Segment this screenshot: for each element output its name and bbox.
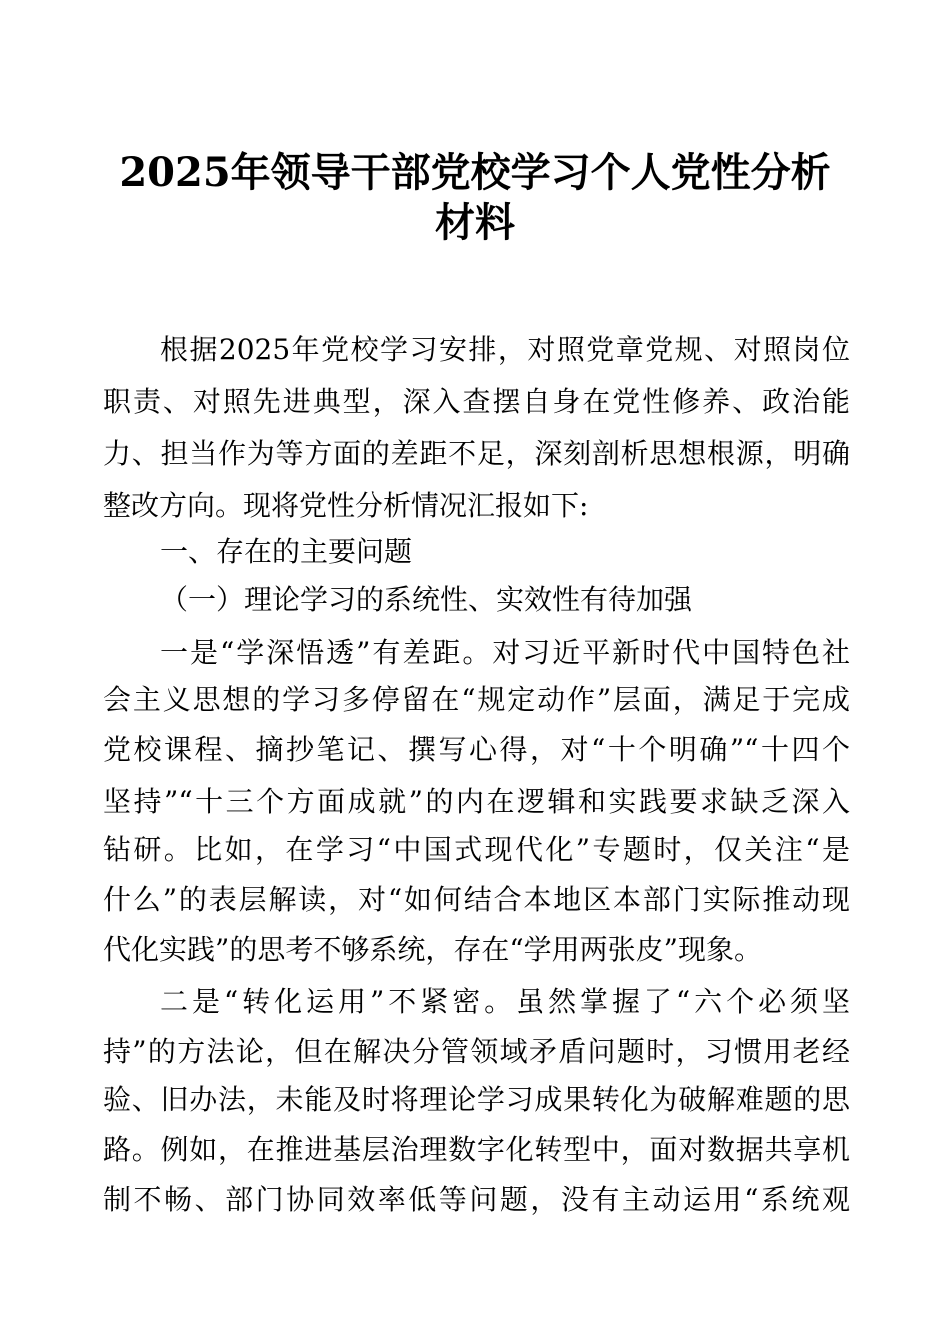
body-line: 职责、对照先进典型，深入查摆自身在党性修养、政治能 (103, 385, 850, 418)
body-line: 整改方向。现将党性分析情况汇报如下: (103, 489, 589, 522)
body-line: 路。例如，在推进基层治理数字化转型中，面对数据共享机 (103, 1133, 850, 1166)
section-heading: 一、存在的主要问题 (160, 535, 413, 568)
body-line: 钻研。比如，在学习“中国式现代化”专题时，仅关注“是 (103, 833, 850, 866)
body-line: 二是“转化运用”不紧密。虽然掌握了“六个必须坚 (160, 985, 850, 1018)
document-title-line-2: 材料 (435, 199, 515, 246)
body-line: 会主义思想的学习多停留在“规定动作”层面，满足于完成 (103, 683, 850, 716)
body-line: 代化实践”的思考不够系统，存在“学用两张皮”现象。 (103, 933, 762, 966)
body-line: 一是“学深悟透”有差距。对习近平新时代中国特色社 (160, 636, 850, 669)
subsection-heading: （一）理论学习的系统性、实效性有待加强 (160, 583, 693, 616)
document-title-line-1: 2025年领导干部党校学习个人党性分析 (119, 149, 831, 196)
body-line: 制不畅、部门协同效率低等问题，没有主动运用“系统观 (103, 1183, 850, 1216)
body-line: 持”的方法论，但在解决分管领域矛盾问题时，习惯用老经 (103, 1035, 850, 1068)
body-line: 坚持”“十三个方面成就”的内在逻辑和实践要求缺乏深入 (103, 785, 850, 818)
body-line: 什么”的表层解读，对“如何结合本地区本部门实际推动现 (103, 883, 850, 916)
body-line: 验、旧办法，未能及时将理论学习成果转化为破解难题的思 (103, 1083, 850, 1116)
body-line: 力、担当作为等方面的差距不足，深刻剖析思想根源，明确 (103, 437, 850, 470)
body-line: 根据2025年党校学习安排，对照党章党规、对照岗位 (160, 333, 850, 366)
body-line: 党校课程、摘抄笔记、撰写心得，对“十个明确”“十四个 (103, 733, 850, 766)
